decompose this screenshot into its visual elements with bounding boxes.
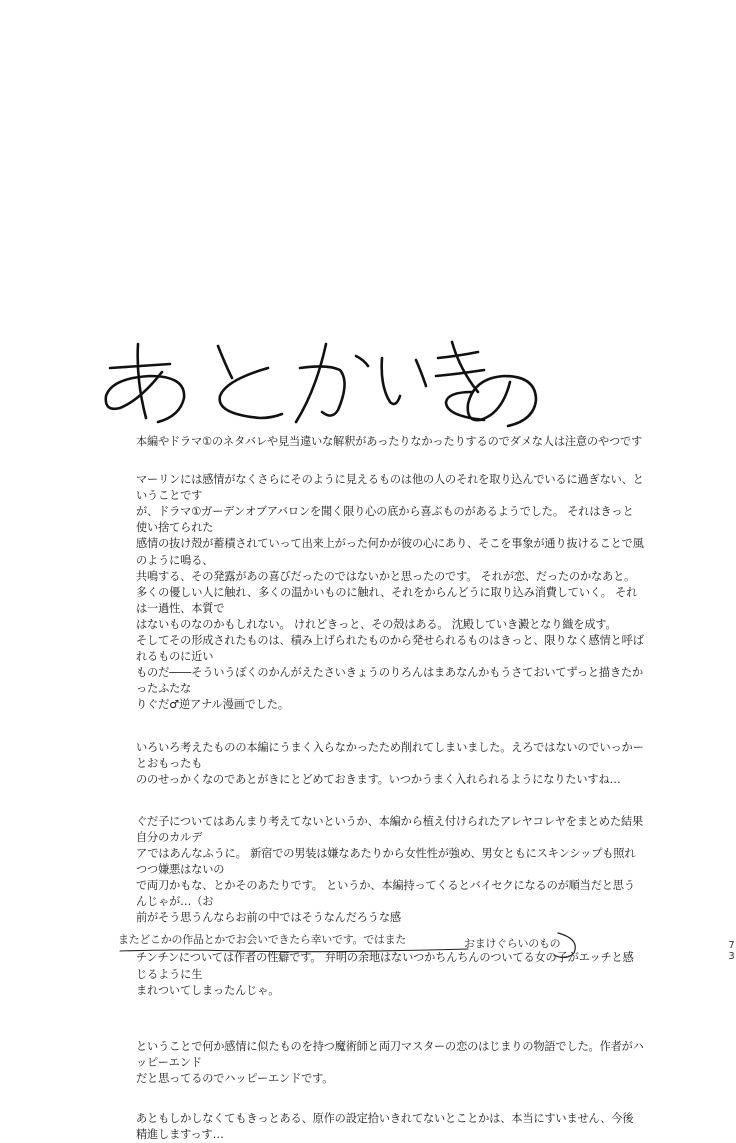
afterword-text	[136, 434, 644, 1143]
signature-text: おまけぐらいのもの	[464, 937, 561, 950]
closing-note-text: またどこかの作品とかでお会いできたら幸いです。ではまた	[118, 933, 407, 946]
paragraph-apology: あともしかしなくてもきっとある、原作の設定拾いきれてないとことかは、本当にすいません、今後精進しますっす…	[136, 1112, 634, 1142]
handwritten-closing-note	[118, 927, 473, 955]
paragraph-cut-scene: いろいろ考えたものの本編にうまく入らなかったため削れてしまいました。えろではないのでいっかーとおもったも ののせっかくなのであとがきにとどめておきます。いつかうまく入れられるようになりたいすね…	[136, 740, 644, 786]
paragraph-author-note: チンチンについては作者の性癖です。 弁明の余地はないつかちんちんのついてる女の子がエッチと感じるように生 まれついてしまったんじゃ。	[136, 951, 634, 997]
paragraph-merlin: マーリンには感情がなくさらにそのように見えるものは他の人のそれを取り込んでいるに過ぎない、ということです が、ドラマ①ガーデンオブアバロンを聞く限り心の底から喜ぶものがあるようでした。 それはきっと使い捨てられた 感情の抜け殻が蓄積されていって出来上がった何かが彼の心にあり、そこを事象が通り抜けることで風のように鳴る、 共鳴する、その発露があの喜びだったのではないかと思ったのです。 それが恋、だったのかなあと。 多くの優しい人に触れ、多くの温かいものに触れ、それをからんどうに取り込み消費していく。 それは一過性、本質で はないものなのかもしれない。 けれどきっと、その殻はある。 沈殿していき澱となり織を成す。 そしてその形成されたものは、積み上げられたものから発せられるものはきっと、限りなく感情と呼ばれるものに近い ものだ――そういうぼくのかんがえたさいきょうのりろんはまあなんかもうさておいてずっと描きたかったふたな りぐだ♂逆アナル漫画でした。	[136, 473, 644, 712]
paragraph-summary: ということで何か感情に似たものを持つ魔術師と両刀マスターの恋のはじまりの物語でした。作者がハッピーエンド だと思ってるのでハッピーエンドです。	[136, 1039, 644, 1085]
paragraph-disclaimer: 本編やドラマ①のネタバレや見当違いな解釈があったりなかったりするのでダメな人は注意のやつです	[136, 435, 643, 448]
handwritten-signature	[462, 925, 587, 961]
page-number: 7 3	[728, 940, 735, 962]
handwritten-title	[100, 330, 540, 430]
paragraph-gudako: ぐだ子についてはあんまり考えてないというか、本編から植え付けられたアレヤコレヤをまとめた結果自分のカルデ アではあんなふうに。 新宿での男装は嫌なあたりから女性性が強め、男女ともにスキンシップも照れつつ嫌悪はないの で両刀かもな、とかそのあたりです。 というか、本編持ってくるとバイセクになるのが順当だと思うんじゃが…（お 前がそう思うんならお前の中ではそうなんだろうな感	[136, 814, 644, 925]
